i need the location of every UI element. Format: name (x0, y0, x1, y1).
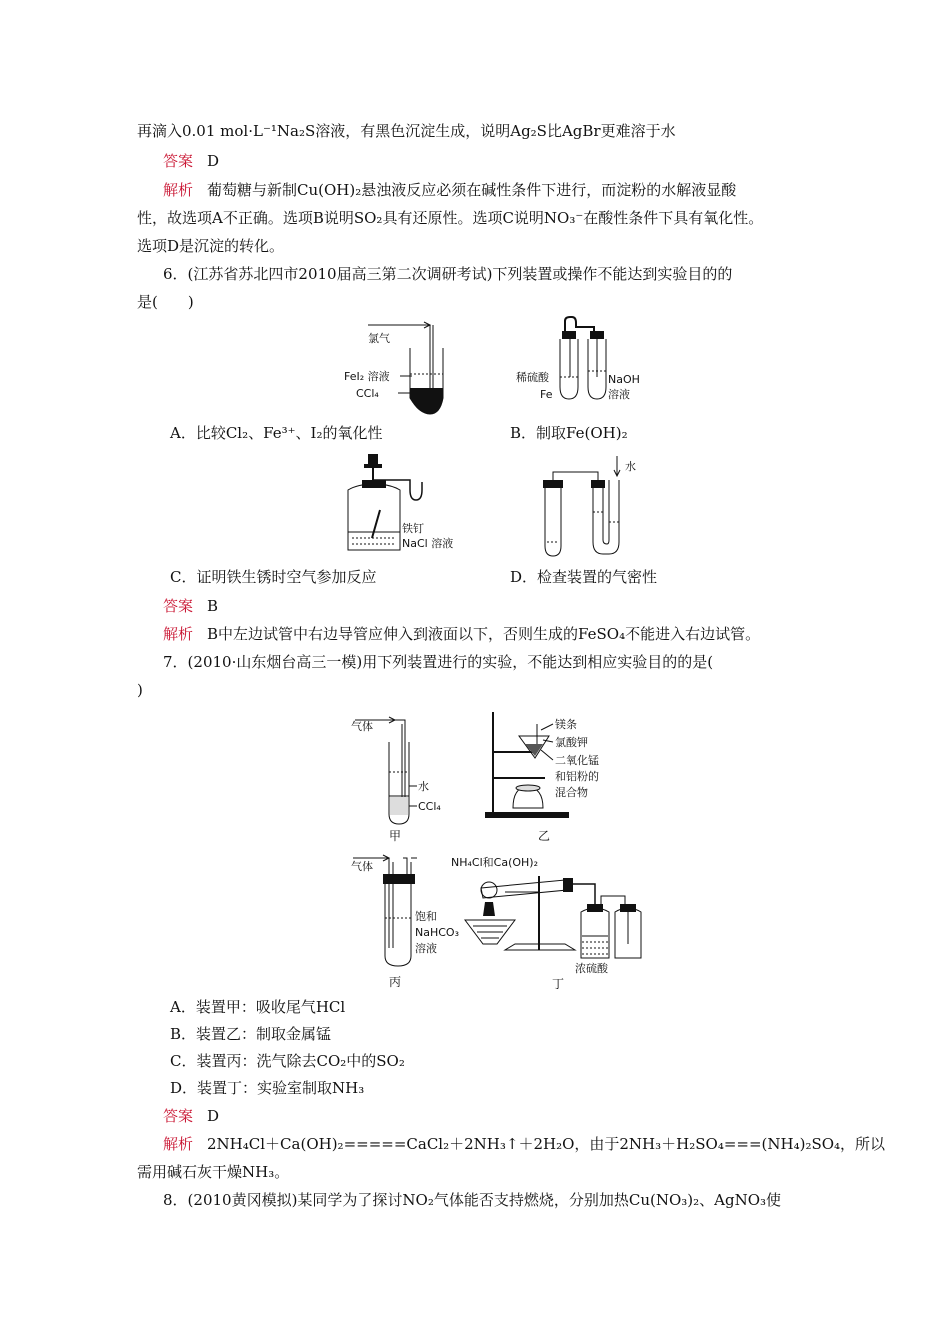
analysis-label: 解析 (163, 181, 194, 199)
label-nh4cl-caoh2: NH₄Cl和Ca(OH)₂ (451, 856, 538, 869)
analysis-label: 解析 (163, 625, 194, 643)
caption-jia: 甲 (389, 829, 402, 843)
figure-6b-feoh2-setup (510, 315, 650, 405)
q8-stem-1: 8．(2010黄冈模拟)某同学为了探讨NO₂气体能否支持燃烧，分别加热Cu(NO₃)₂、AgNO₃使 (163, 1191, 782, 1209)
label-and-aluminum: 和铝粉的 (555, 770, 599, 783)
q7-answer (163, 1105, 219, 1127)
figure-7-jia (345, 708, 455, 838)
q6-stem-1: 6．(江苏省苏北四市2010届高三第二次调研考试)下列装置或操作不能达到实验目的的 (163, 265, 733, 283)
figure-6d-airtightness (535, 450, 655, 560)
label-magnesium-strip: 镁条 (555, 718, 577, 731)
figure-6a-chlorine-tube (330, 318, 470, 418)
label-naoh-solution: 溶液 (608, 388, 630, 401)
label-ccl4: CCl₄ (356, 387, 379, 400)
q6-option-c: C．证明铁生锈时空气参加反应 (170, 568, 377, 586)
answer-label: 答案 (163, 597, 194, 615)
label-solution: 溶液 (415, 942, 437, 955)
q7-analysis-2: 需用碱石灰干燥NH₃。 (137, 1163, 290, 1181)
analysis-text: B中左边试管中右边导管应伸入到液面以下，否则生成的FeSO₄不能进入右边试管。 (207, 625, 761, 643)
q6-option-a: A．比较Cl₂、Fe³⁺、I₂的氧化性 (170, 424, 383, 442)
label-ccl4: CCl₄ (418, 800, 441, 813)
label-mixture: 混合物 (555, 786, 588, 799)
q7-stem-2: ) (137, 681, 143, 699)
q6-stem-2: 是( ) (137, 293, 194, 311)
answer-value: D (207, 1107, 220, 1125)
label-saturated: 饱和 (415, 910, 437, 923)
analysis-text: 2NH₄Cl＋Ca(OH)₂=====CaCl₂＋2NH₃↑＋2H₂O，由于2NH₃＋H₂SO₄===(NH₄)₂SO₄，所以 (207, 1135, 886, 1153)
label-chlorine: 氯气 (368, 332, 390, 345)
caption-bing: 丙 (389, 975, 402, 989)
q7-stem-1: 7．(2010·山东烟台高三一模)用下列装置进行的实验，不能达到相应实验目的的是( (163, 653, 714, 671)
q5-analysis-3: 选项D是沉淀的转化。 (137, 237, 285, 255)
answer-value: D (207, 152, 220, 170)
label-nacl-solution: NaCl 溶液 (402, 537, 454, 550)
q5-tail-text: 再滴入0.01 mol·L⁻¹Na₂S溶液，有黑色沉淀生成，说明Ag₂S比AgBr更难溶于水 (137, 122, 676, 140)
answer-value: B (207, 597, 219, 615)
label-potassium-chlorate: 氯酸钾 (555, 736, 588, 749)
q6-analysis (163, 623, 760, 645)
q5-analysis-1 (163, 179, 736, 201)
q5-answer (163, 150, 219, 172)
caption-yi: 乙 (538, 829, 551, 843)
label-iron-nail: 铁钉 (402, 522, 424, 535)
answer-label: 答案 (163, 1107, 194, 1125)
label-conc-sulfuric-acid: 浓硫酸 (575, 962, 608, 975)
label-manganese-dioxide: 二氧化锰 (555, 754, 599, 767)
q7-option-b: B．装置乙：制取金属锰 (170, 1025, 332, 1043)
label-gas: 气体 (351, 860, 373, 873)
label-fei2-solution: FeI₂ 溶液 (344, 370, 390, 383)
label-naoh: NaOH (608, 373, 640, 386)
figure-7-yi (475, 708, 625, 828)
label-nahco3: NaHCO₃ (415, 926, 459, 939)
label-water: 水 (418, 780, 429, 793)
figure-7-bing (345, 848, 459, 978)
label-gas: 气体 (351, 720, 373, 733)
answer-label: 答案 (163, 152, 194, 170)
q7-option-c: C．装置丙：洗气除去CO₂中的SO₂ (170, 1052, 405, 1070)
analysis-text: 葡萄糖与新制Cu(OH)₂悬浊液反应必须在碱性条件下进行，而淀粉的水解液显酸 (207, 181, 737, 199)
q7-option-d: D．装置丁：实验室制取NH₃ (170, 1079, 365, 1097)
figure-6c-rust-bottle (330, 450, 480, 560)
q6-option-b: B．制取Fe(OH)₂ (510, 424, 628, 442)
q6-option-d: D．检查装置的气密性 (510, 568, 658, 586)
analysis-label: 解析 (163, 1135, 194, 1153)
q5-analysis-2: 性，故选项A不正确。选项B说明SO₂具有还原性。选项C说明NO₃⁻在酸性条件下具有氧化性。 (137, 209, 764, 227)
label-dilute-sulfuric-acid: 稀硫酸 (516, 371, 549, 384)
q7-analysis-1 (163, 1133, 885, 1155)
label-fe: Fe (540, 388, 553, 401)
q6-answer (163, 595, 218, 617)
figure-7-ding (445, 852, 645, 975)
caption-ding: 丁 (552, 977, 565, 991)
label-water: 水 (625, 460, 636, 473)
q7-option-a: A．装置甲：吸收尾气HCl (170, 998, 346, 1016)
